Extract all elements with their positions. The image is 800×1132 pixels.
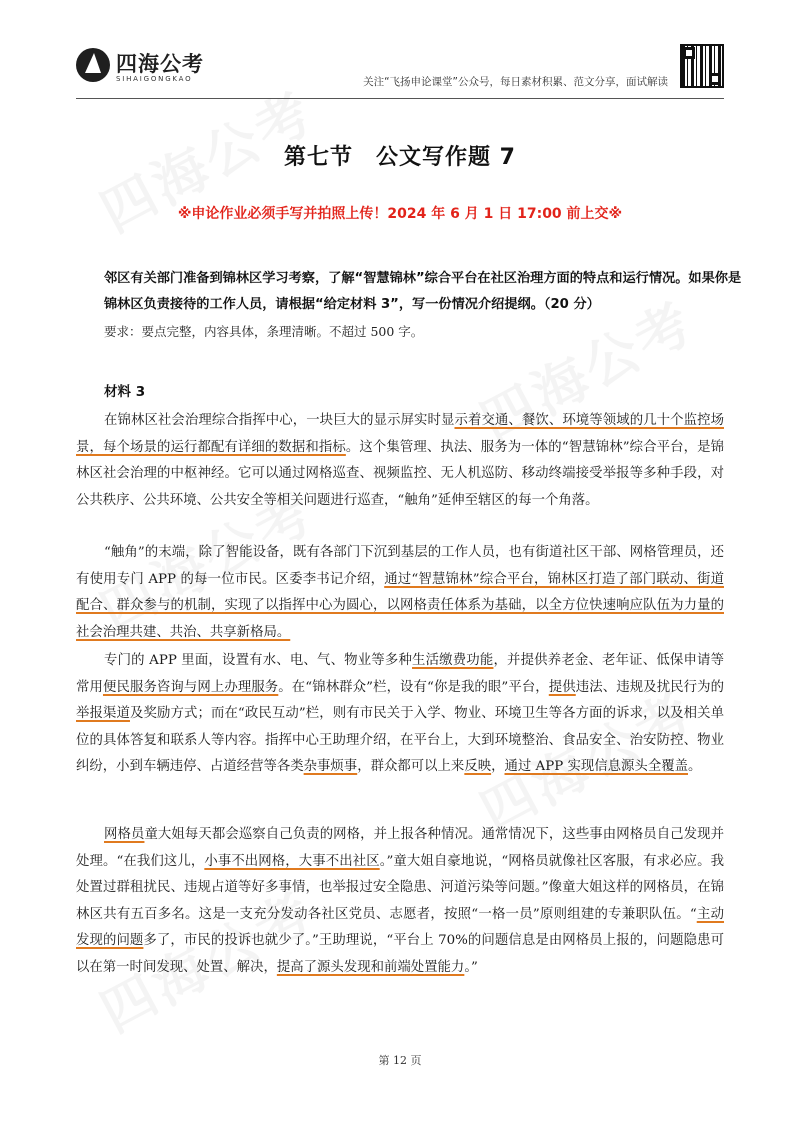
material-paragraph	[76, 822, 724, 981]
paragraph-text: ，	[491, 759, 505, 774]
question-text: 邻区有关部门准备到锦林区学习考察，了解“智慧锦林”综合平台在社区治理方面的特点和运行情况。如果你是锦林区负责接待的工作人员，请根据“给定材料 3”，写一份情况介绍提纲。（20 分）	[104, 271, 742, 312]
paragraph-text: 。在“锦林群众”栏，设有“你是我的眼”平台，	[278, 679, 549, 695]
underlined-text: 杂事烦事	[303, 759, 358, 774]
underlined-text: 提高了源头发现和前端处置能力	[276, 959, 465, 975]
underlined-text: 通过“智慧锦林”综合平台，锦林区打造了部门联动、街道配合、群众参与的机制，实现了以指挥中心为圆心，以网格责任体系为基础，以全方位快速响应队伍为力量的社会治理共建、共治、共享新格局。	[76, 571, 724, 640]
page-number: 第 12 页	[378, 1054, 422, 1067]
paragraph-text: 违法、违规及扰民行为的	[575, 679, 725, 695]
header-tagline: 关注“飞扬申论课堂”公众号，每日素材积累、范文分享，面试解读	[363, 76, 668, 88]
section-title: 第七节 公文写作题 7	[284, 145, 516, 170]
underlined-text: 通过 APP 实现信息源头全覆盖	[504, 759, 688, 774]
logo-subtext: SIHAIGONGKAO	[116, 75, 193, 83]
paragraph-text: ，并提供养老金、老年证、低保申请等常用	[76, 653, 725, 695]
brand-logo	[76, 48, 216, 92]
underlined-text: 提供	[548, 679, 576, 695]
material-paragraph	[76, 408, 724, 514]
paragraph-text: 。”	[464, 959, 478, 975]
underlined-text: 网格员	[104, 827, 145, 842]
paragraph-text: ，群众都可以上来	[357, 759, 465, 774]
paragraph-text: 专门的 APP 里面，设置有水、电、气、物业等多种	[104, 653, 413, 668]
page-header	[76, 40, 724, 96]
submission-notice: ※申论作业必须手写并拍照上传！2024 年 6 月 1 日 17:00 前上交※	[177, 206, 623, 222]
paragraph-text: 多了，市民的投诉也就少了。”王助理说，“平台上 70%的问题信息是由网格员上报的，问题隐患可以在第一时间发现、处置、解决，	[76, 933, 725, 975]
paragraph-text: 在锦林区社会治理综合指挥中心，一块巨大的显示屏实时显	[104, 413, 455, 428]
material-title: 材料 3	[104, 384, 146, 400]
requirement-text: 要求：要点完整，内容具体，条理清晰。不超过 500 字。	[104, 324, 424, 339]
material-paragraph	[76, 540, 724, 646]
paragraph-text: 。”童大姐自豪地说，“网格员就像社区客服，有求必应。我处置过群租扰民、违规占道等好多事情，也举报过安全隐患、河道污染等问题。”像童大姐这样的网格员，在锦林区共有五百多名。这是一支充分发动各社区党员、志愿者，按照“一格一员”原则组建的专兼职队伍。“	[76, 853, 724, 922]
paragraph-text: “触角”的末端，除了智能设备，既有各部门下沉到基层的工作人员，也有街道社区干部、网格管理员，还有使用专门 APP 的每一位市民。区委李书记介绍，	[76, 545, 724, 587]
underlined-text: 小事不出网格，大事不出社区	[204, 853, 380, 869]
underlined-text: 主动发现的问题	[76, 906, 724, 948]
underlined-text: 举报渠道	[76, 706, 130, 721]
underlined-text: 示着交通、餐饮、环境等领域的几十个监控场景，每个场景的运行都配有详细的数据和指标	[76, 413, 724, 455]
paragraph-text: 。这个集管理、执法、服务为一体的“智慧锦林”综合平台，是锦林区社会治理的中枢神经。它可以通过网格巡查、视频监控、无人机巡防、移动终端接受举报等多种手段，对公共秩序、公共环境、公共安全等相关问题进行巡查，“触角”延伸至辖区的每一个角落。	[76, 439, 724, 508]
underlined-text: 反映	[464, 759, 492, 774]
logo-text: 四海公考	[116, 52, 204, 76]
underlined-text: 便民服务咨询与网上办理服务	[102, 679, 279, 695]
paragraph-text: 及奖励方式；而在“政民互动”栏，则有市民关于入学、物业、环境卫生等各方面的诉求，以及相关单位的具体答复和联系人等内容。指挥中心王助理介绍，在平台上，大到环境整治、食品安全、治安防控、物业纠纷，小到车辆违停、占道经营等各类	[76, 706, 724, 774]
sailboat-icon	[76, 48, 110, 82]
paragraph-text: 童大姐每天都会巡察自己负责的网格，并上报各种情况。通常情况下，这些事由网格员自己发现并处理。“在我们这儿，	[76, 827, 725, 869]
material-paragraph	[76, 648, 724, 781]
paragraph-text: 。	[688, 759, 702, 774]
underlined-text: 生活缴费功能	[412, 653, 494, 668]
header-divider	[76, 98, 724, 99]
qr-code-icon	[680, 44, 724, 88]
